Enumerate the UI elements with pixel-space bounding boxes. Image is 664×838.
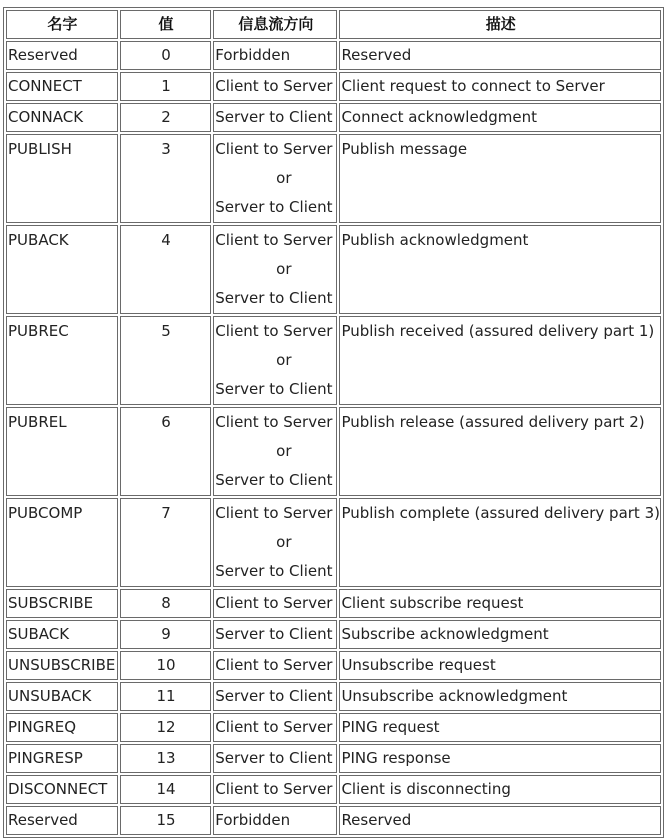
direction-line: Server to Client: [215, 562, 333, 580]
cell-name: PUBLISH: [6, 134, 118, 223]
table-row: [6, 651, 661, 680]
cell-name: UNSUBSCRIBE: [6, 651, 118, 680]
cell-description: Client subscribe request: [339, 589, 661, 618]
direction-line: Server to Client: [215, 108, 333, 126]
cell-value: 1: [120, 72, 212, 101]
direction-line: Client to Server: [215, 322, 333, 340]
direction-line: Client to Server: [215, 231, 333, 249]
table-row: [6, 225, 661, 314]
cell-direction: [213, 620, 337, 649]
direction-line: Client to Server: [215, 413, 333, 431]
table-row: [6, 589, 661, 618]
cell-value: 7: [120, 498, 212, 587]
table-row: [6, 316, 661, 405]
cell-direction: [213, 498, 337, 587]
cell-value: 8: [120, 589, 212, 618]
cell-description: Publish complete (assured delivery part 3): [339, 498, 661, 587]
cell-name: PUBACK: [6, 225, 118, 314]
cell-direction: [213, 651, 337, 680]
cell-description: Client request to connect to Server: [339, 72, 661, 101]
cell-description: Publish release (assured delivery part 2): [339, 407, 661, 496]
table-row: [6, 41, 661, 70]
cell-description: Subscribe acknowledgment: [339, 620, 661, 649]
table-row: [6, 72, 661, 101]
cell-name: CONNACK: [6, 103, 118, 132]
cell-name: PINGRESP: [6, 744, 118, 773]
cell-description: Client is disconnecting: [339, 775, 661, 804]
direction-line: Client to Server: [215, 780, 333, 798]
cell-description: Reserved: [339, 41, 661, 70]
direction-line: Server to Client: [215, 749, 333, 767]
cell-direction: [213, 682, 337, 711]
cell-description: PING request: [339, 713, 661, 742]
table-row: [6, 713, 661, 742]
cell-value: 5: [120, 316, 212, 405]
table-row: [6, 134, 661, 223]
cell-name: PUBREL: [6, 407, 118, 496]
direction-line: Client to Server: [215, 77, 333, 95]
direction-or: or: [276, 533, 292, 551]
direction-line: Client to Server: [215, 594, 333, 612]
cell-description: Connect acknowledgment: [339, 103, 661, 132]
direction-line: Client to Server: [215, 656, 333, 674]
table-row: [6, 103, 661, 132]
direction-line: Server to Client: [215, 625, 333, 643]
cell-direction: [213, 589, 337, 618]
cell-description: Publish acknowledgment: [339, 225, 661, 314]
table-row: [6, 407, 661, 496]
cell-value: 0: [120, 41, 212, 70]
direction-or: or: [276, 351, 292, 369]
direction-line: Forbidden: [215, 46, 291, 64]
header-name: 名字: [6, 10, 118, 39]
direction-or: or: [276, 260, 292, 278]
cell-value: 11: [120, 682, 212, 711]
cell-value: 13: [120, 744, 212, 773]
cell-description: Publish received (assured delivery part 1): [339, 316, 661, 405]
cell-value: 3: [120, 134, 212, 223]
cell-direction: [213, 744, 337, 773]
table-row: [6, 744, 661, 773]
cell-direction: [213, 713, 337, 742]
direction-line: Forbidden: [215, 811, 291, 829]
cell-description: Publish message: [339, 134, 661, 223]
cell-direction: [213, 806, 337, 835]
cell-name: PUBREC: [6, 316, 118, 405]
direction-line: Client to Server: [215, 140, 333, 158]
mqtt-packet-type-table: [3, 7, 664, 838]
cell-name: SUBSCRIBE: [6, 589, 118, 618]
table-row: [6, 682, 661, 711]
table-header-row: [6, 10, 661, 39]
cell-value: 9: [120, 620, 212, 649]
cell-name: UNSUBACK: [6, 682, 118, 711]
direction-line: Server to Client: [215, 198, 333, 216]
cell-value: 10: [120, 651, 212, 680]
cell-direction: [213, 407, 337, 496]
cell-direction: [213, 775, 337, 804]
cell-description: Unsubscribe acknowledgment: [339, 682, 661, 711]
cell-description: PING response: [339, 744, 661, 773]
table-row: [6, 775, 661, 804]
cell-direction: [213, 134, 337, 223]
direction-line: Client to Server: [215, 504, 333, 522]
cell-value: 15: [120, 806, 212, 835]
header-direction: 信息流方向: [213, 10, 337, 39]
cell-description: Unsubscribe request: [339, 651, 661, 680]
cell-name: Reserved: [6, 806, 118, 835]
table-row: [6, 806, 661, 835]
cell-name: PUBCOMP: [6, 498, 118, 587]
cell-name: SUBACK: [6, 620, 118, 649]
table-row: [6, 498, 661, 587]
cell-direction: [213, 225, 337, 314]
cell-direction: [213, 103, 337, 132]
table-body: [6, 41, 661, 835]
cell-description: Reserved: [339, 806, 661, 835]
cell-value: 4: [120, 225, 212, 314]
cell-value: 2: [120, 103, 212, 132]
header-description: 描述: [339, 10, 661, 39]
cell-name: PINGREQ: [6, 713, 118, 742]
cell-direction: [213, 41, 337, 70]
direction-or: or: [276, 169, 292, 187]
cell-name: DISCONNECT: [6, 775, 118, 804]
cell-value: 6: [120, 407, 212, 496]
cell-direction: [213, 72, 337, 101]
header-value: 值: [120, 10, 212, 39]
direction-line: Server to Client: [215, 687, 333, 705]
cell-direction: [213, 316, 337, 405]
table-row: [6, 620, 661, 649]
direction-line: Server to Client: [215, 380, 333, 398]
direction-or: or: [276, 442, 292, 460]
cell-name: CONNECT: [6, 72, 118, 101]
direction-line: Server to Client: [215, 471, 333, 489]
cell-value: 12: [120, 713, 212, 742]
direction-line: Server to Client: [215, 289, 333, 307]
cell-name: Reserved: [6, 41, 118, 70]
cell-value: 14: [120, 775, 212, 804]
direction-line: Client to Server: [215, 718, 333, 736]
